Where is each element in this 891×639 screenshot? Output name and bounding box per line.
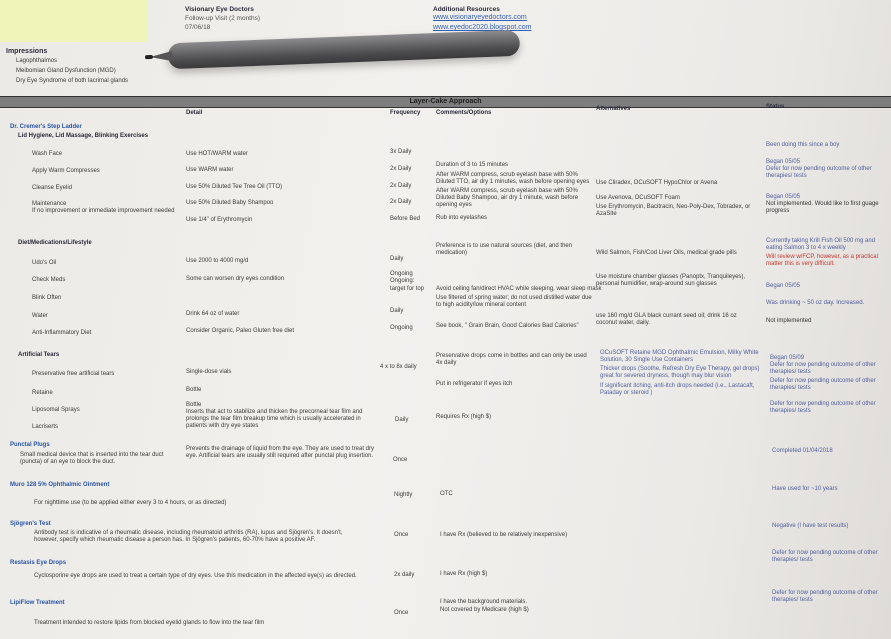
row-lacri-comment: Requires Rx (high $) [436,414,492,420]
row-if-no-frequency: Before Bed [390,216,421,222]
row-water-detail: Drink 64 oz of water [186,311,240,317]
row-udo-frequency: Daily [390,256,404,262]
row-pf-alternative: OCuSOFT Retaine MGD Ophthalmic Emulsion, Milky White Solution, 30 Single Use Containers [600,350,759,363]
visit-label: Follow-up Visit (2 months) [185,15,261,22]
row-maint-frequency: 2x Daily [390,199,412,205]
row-maint-alternative: Use Avenova, OCuSOFT Foam [596,195,680,201]
row-lacriserts: Lacriserts [32,424,59,430]
pen-barrel [167,30,520,69]
col-alternatives: Alternatives [596,106,631,112]
row-blink-comment: Avoid ceiling fan/direct HVAC while sleeping, wear sleep mask [436,286,602,292]
step-ladder-subtitle: Lid Hygiene, Lid Massage, Blinking Exercises [18,133,149,139]
row-wash-face: Wash Face [32,151,63,157]
row-warm-status: Defer for now pending outcome of other therapies/ tests [766,166,872,179]
punctal-plugs-detail: Prevents the drainage of liquid from the eye. They are used to treat dry eye. Artificial tears are usually still required after punctal plug insertion. [186,446,374,459]
row-water: Water [32,313,48,319]
row-tears-status-date: Began 05/09 [770,355,805,361]
row-warm-status-date: Began 05/05 [766,159,801,165]
row-maint-status: Not implemented. Would like to first guage progress [766,201,879,214]
row-lacri-detail: Inserts that act to stabilize and thicken the precorneal tear film and prolongs the tear film breakup time which is usually accelerated in patients with dry eye states [186,409,363,429]
punctal-plugs-status: Completed 01/04/2018 [772,448,833,454]
pen-point [145,55,153,59]
pen-tip [150,51,172,62]
resource-link-2[interactable]: www.eyedoc2020.blogspot.com [433,24,532,31]
restasis-frequency: 2x daily [394,572,415,578]
lipiflow-description: Treatment intended to restore lipids from blocked eyelid glands to flow into the tear film [34,620,265,626]
row-wash-face-status: Been doing this since a boy [766,142,840,148]
lipiflow-frequency: Once [394,610,409,616]
resources-title: Additional Resources [433,6,500,13]
row-tears-status-2: Defer for now pending outcome of other therapies/ tests [770,378,876,391]
row-pf-frequency: 4 x to 8x daily [380,364,417,370]
sjogrens-description: Antibody test is indicative of a rheumatic disease, including rheumatoid arthritis (RA), lupus and Sjögren's. It doesn't, however, specify which rheumatic disease a person has. In Sjögren's patients, 60-70% have a positive AF. [34,530,343,543]
row-wash-face-detail: Use HOT/WARM water [186,151,248,157]
table-title-band [0,96,891,108]
row-check-meds: Check Meds [32,277,66,283]
row-cleanse-comment: After WARM compress, scrub eyelash base with 50% Diluted TTO, air dry 1 minutes, wash before opening eyes [436,172,590,185]
row-water-status: Was drinking ~ 50 oz day. Increased. [766,300,865,306]
row-anti-detail: Consider Organic, Paleo Gluten free diet [186,328,295,334]
row-udo-oil: Udo's Oil [32,260,57,266]
restasis-comment: I have Rx (high $) [440,571,488,577]
muro-description: For nighttime use (to be applied either every 3 to 4 hours, or as directed) [34,500,227,506]
row-if-no-alternative: Use Erythromycin, Bacitracin, Neo-Poly-Dex, Tobradex, or AzaSite [596,204,751,217]
row-udo-comment: Preference is to use natural sources (diet, and then medication) [436,243,573,256]
section-sjogrens-test: Sjögren's Test [10,521,51,527]
col-detail: Detail [186,110,203,116]
row-anti-frequency: Ongoing [390,325,413,331]
row-blink-often: Blink Often [32,295,62,301]
row-cleanse-eyelid: Cleanse Eyelid [32,185,73,191]
row-preservative-free: Preservative free artificial tears [32,371,115,377]
row-retaine-comment: Put in refrigerator if eyes itch [436,381,513,387]
row-if-no-comment: Rub into eyelashes [436,215,488,221]
lipiflow-comment-1: I have the background materials. [440,599,528,605]
row-retaine-detail: Bottle [186,387,202,393]
row-cleanse-frequency: 2x Daily [390,183,412,189]
impression-item: Dry Eye Syndrome of both lacrimal glands [16,78,129,84]
section-diet: Diet/Medications/Lifestyle [18,240,92,246]
section-restasis: Restasis Eye Drops [10,560,67,566]
table-title: Layer-Cake Approach [409,98,482,105]
row-retaine: Retaine [32,390,53,396]
lipiflow-status: Defer for now pending outcome of other therapies/ tests [772,590,878,603]
row-tears-status-1: Defer for now pending outcome of other therapies/ tests [770,362,876,375]
restasis-status: Defer for now pending outcome of other therapies/ tests [772,550,878,563]
muro-status: Have used for ~10 years [772,486,838,492]
row-blink-frequency: Ongoing: [390,278,415,284]
section-step-ladder: Dr. Cremer's Step Ladder [10,124,82,130]
practice-name: Visionary Eye Doctors [185,6,254,13]
row-meds-detail: Some can worsen dry eyes condition [186,276,285,282]
muro-frequency: Nightly [394,492,413,498]
row-maint-detail: Use 50% Diluted Baby Shampoo [186,200,274,206]
punctal-plugs-frequency: Once [393,457,408,463]
row-udo-status: Currently taking Krill Fish Oil 500 mg and eating Salmon 3 to 4 x weekly [766,238,876,251]
row-liposomal-sprays: Liposomal Sprays [32,407,80,413]
sjogrens-comment: I have Rx (believed to be relatively inexpensive) [440,532,568,538]
row-warm-detail: Use WARM water [186,167,234,173]
section-lipiflow: LipiFlow Treatment [10,600,65,606]
row-pf-detail: Single-dose vials [186,369,232,375]
col-status: Status [766,104,785,110]
row-warm-frequency: 2x Daily [390,166,412,172]
row-pf-comment: Preservative drops come in bottles and can only be used 4x daily [436,353,587,366]
row-anti-inflammatory: Anti-Inflammatory Diet [32,330,92,336]
sticky-note [0,0,147,42]
row-maint-comment: After WARM compress, scrub eyelash base with 50% Diluted Baby Shampoo, air dry 1 minute, wash before opening eyes [436,188,579,208]
visit-date: 07/06/18 [185,24,211,31]
row-maintenance: Maintenance [32,201,67,207]
section-artificial-tears: Artificial Tears [18,352,60,358]
impression-item: Lagophthalmos [16,58,58,64]
punctal-plugs-description: Small medical device that is inserted into the tear duct (puncta) of an eye to block the duct. [20,452,164,465]
col-frequency: Frequency [390,110,421,116]
row-if-no-improvement: If no improvement or immediate improvement needed [32,208,175,214]
section-punctal-plugs: Punctal Plugs [10,442,50,448]
row-retaine-alternative: Thicker drops (Soothe, Refresh Dry Eye Therapy, gel drops) great for severed dryness, though may blur vision [600,366,760,379]
sjogrens-frequency: Once [394,532,409,538]
row-warm-comment: Duration of 3 to 15 minutes [436,162,509,168]
sjogrens-status: Negative (I have test results) [772,523,849,529]
muro-comment: OTC [440,491,453,497]
row-maint-status-date: Began 05/05 [766,194,801,200]
row-lacri-status: Defer for now pending outcome of other therapies/ tests [770,401,876,414]
row-anti-comment: See book, " Grain Brain, Good Calories Bad Calories" [436,323,579,329]
row-udo-alternative: Wild Salmon, Fish/Cod Liver Oils, medical grade pills [596,250,737,256]
row-water-frequency: Daily [390,308,404,314]
section-muro-ointment: Muro 128 5% Ophthalmic Ointment [10,482,110,488]
restasis-description: Cyclosporine eye drops are used to treat a certain type of dry eyes. Use this medication in the affected eye(s) as directed. [34,573,357,579]
row-wash-face-frequency: 3x Daily [390,149,412,155]
row-lipo-detail: Bottle [186,402,202,408]
row-lacri-frequency: Daily [395,417,409,423]
row-cleanse-alternative: Use Cliradex, OCuSOFT HypoChlor or Avena [596,180,718,186]
row-anti-alternative: use 160 mg/d GLA black currant seed oil; drink 16 oz coconut water, daily. [596,313,737,326]
row-udo-detail: Use 2000 to 4000 mg/d [186,258,249,264]
row-water-comment: Use filtered of spring water; do not used distilled water due to high acidity/low mineral content [436,295,592,308]
row-anti-status: Not implemented [766,318,812,324]
impressions-title: Impressions [6,48,48,55]
row-udo-review-note: Will review w/FCP, however, as a practical matter this is very difficult. [766,254,878,267]
row-blink-status: Began 05/05 [766,283,801,289]
row-lipo-alternative: If significant itching, anti-itch drops needed (i.e., Lastacaft, Pataday or steroid ) [600,383,755,396]
row-cleanse-detail: Use 50% Diluted Tee Tree Oil (TTO) [186,184,283,190]
row-warm-compress: Apply Warm Compresses [32,168,100,174]
row-if-no-detail: Use 1/4" of Erythromycin [186,217,253,223]
resource-link-1[interactable]: www.visionaryeyedoctors.com [433,14,527,21]
pen-object [149,26,520,74]
col-comments: Comments/Options [436,110,492,116]
lipiflow-comment-2: Not covered by Medicare (high $) [440,607,529,613]
row-meds-frequency: Ongoing [390,271,413,277]
impression-item: Meibomian Gland Dysfunction (MGD) [16,68,116,74]
row-blink-frequency-target: target for top [390,286,425,292]
row-blink-alternative: Use moisture chamber glasses (Panoptx, Tranquileyes), personal humidifier, wrap-around sun glasses [596,274,746,287]
